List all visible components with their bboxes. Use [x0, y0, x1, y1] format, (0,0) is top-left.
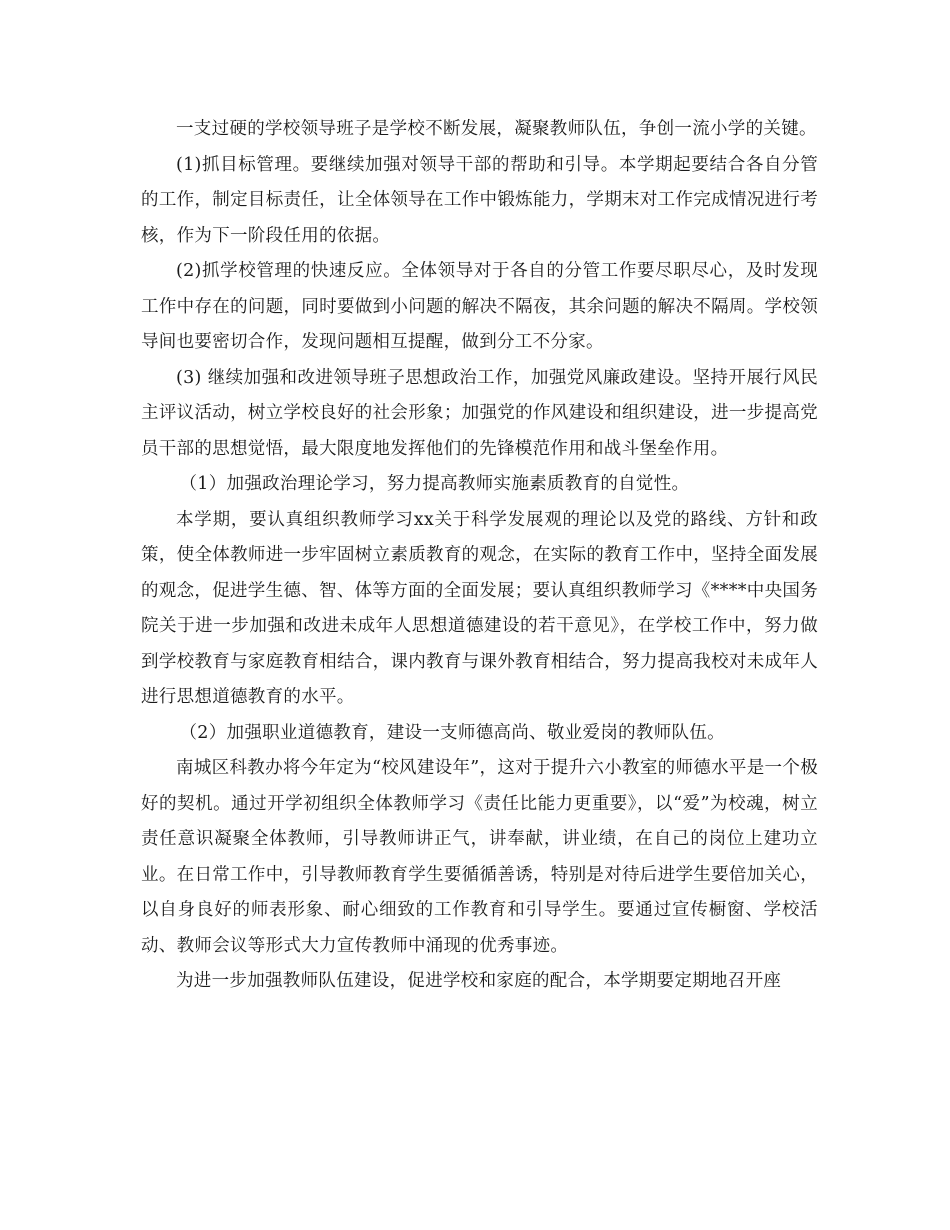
paragraph-political-work: (3) 继续加强和改进领导班子思想政治工作，加强党风廉政建设。坚持开展行风民主评议活动，树立学校良好的社会形象；加强党的作风建设和组织建设，进一步提高党员干部的思想觉悟，最大限度地发挥他们的先锋模范作用和战斗堡垒作用。 — [141, 367, 818, 459]
paragraph-leadership-intro: 一支过硬的学校领导班子是学校不断发展，凝聚教师队伍，争创一流小学的关键。 — [176, 119, 817, 139]
paragraph-teacher-team: 为进一步加强教师队伍建设，促进学校和家庭的配合，本学期要定期地召开座 — [176, 971, 782, 991]
paragraph-quick-response: (2)抓学校管理的快速反应。全体领导对于各自的分管工作要尽职尽心，及时发现工作中存在的问题，同时要做到小问题的解决不隔夜，其余问题的解决不隔周。学校领导间也要密切合作，发现问题相互提醒，做到分工不分家。 — [141, 261, 818, 352]
paragraph-theory-study: 本学期，要认真组织教师学习xx关于科学发展观的理论以及党的路线、方针和政策，使全体教师进一步牢固树立素质教育的观念，在实际的教育工作中，坚持全面发展的观念，促进学生德、智、体等方面的全面发展；要认真组织教师学习《****中央国务院关于进一步加强和改进未成年人思想道德建设的若干意见》，在学校工作中，努力做到学校教育与家庭教育相结合，课内教育与课外教育相结合，努力提高我校对未成年人进行思想道德教育的水平。 — [141, 509, 818, 707]
paragraph-goal-management: (1)抓目标管理。要继续加强对领导干部的帮助和引导。本学期起要结合各自分管的工作，制定目标责任，让全体领导在工作中锻炼能力，学期末对工作完成情况进行考核，作为下一阶段任用的依据。 — [141, 154, 818, 246]
paragraph-theory-study-heading: （1）加强政治理论学习，努力提高教师实施素质教育的自觉性。 — [179, 474, 690, 494]
paragraph-ethics-heading: （2）加强职业道德教育，建设一支师德高尚、敬业爱岗的教师队伍。 — [179, 722, 725, 743]
paragraph-ethics: 南城区科教办将今年定为“校风建设年”，这对于提升六小教室的师德水平是一个极好的契机。通过开学初组织全体教师学习《责任比能力更重要》，以“爱”为校魂，树立责任意识凝聚全体教师，引导教师讲正气，讲奉献，讲业绩，在自己的岗位上建功立业。在日常工作中，引导教师教育学生要循循善诱，特别是对待后进学生要倍加关心，以自身良好的师表形象、耐心细致的工作教育和引导学生。要通过宣传橱窗、学校活动、教师会议等形式大力宣传教师中涌现的优秀事迹。 — [141, 758, 818, 956]
